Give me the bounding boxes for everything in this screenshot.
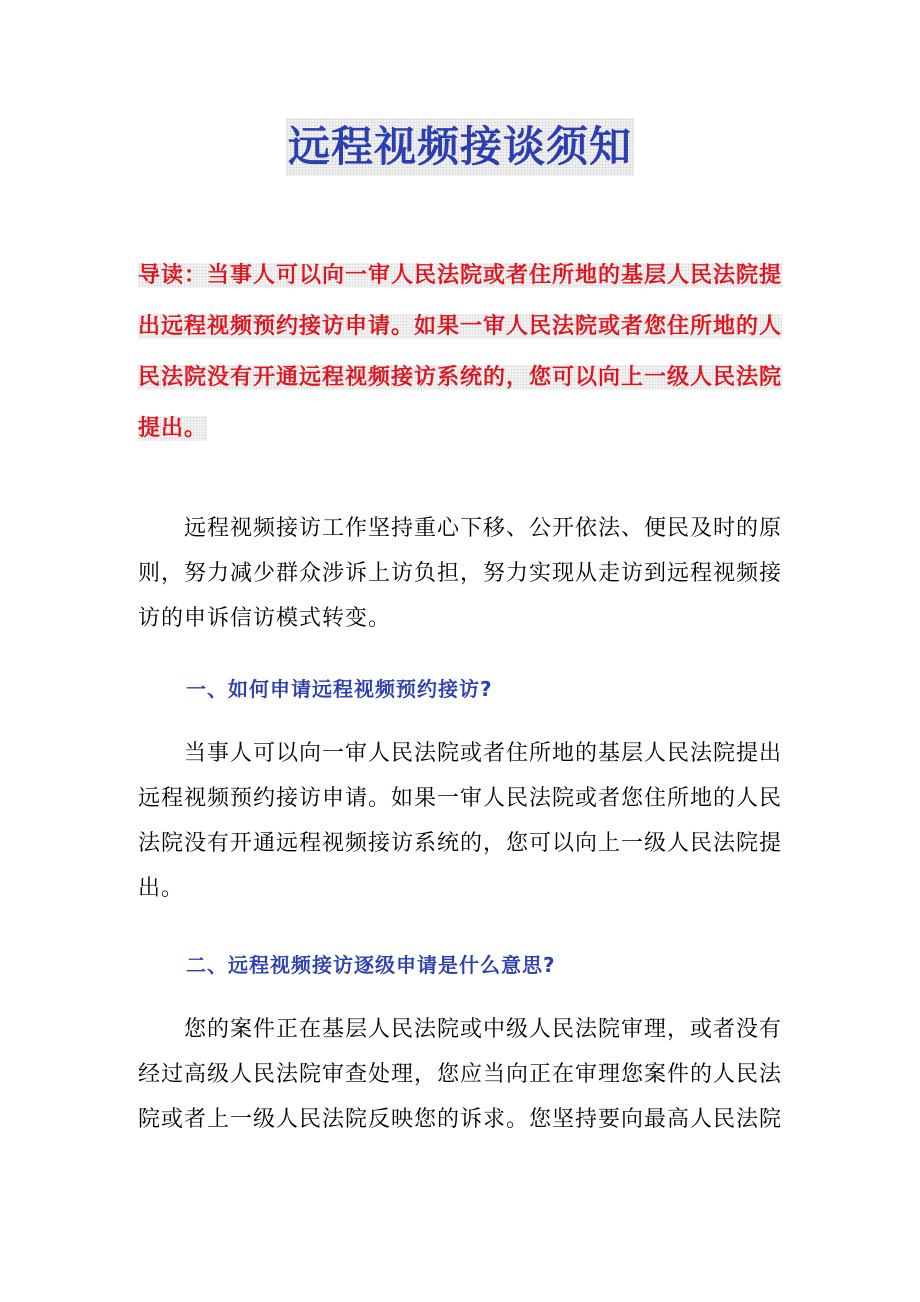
section-body-1: 当事人可以向一审人民法院或者住所地的基层人民法院提出远程视频预约接访申请。如果一审人民法院或者您住所地的人民法院没有开通远程视频接访系统的，您可以向上一级人民法院提出。 xyxy=(138,741,783,901)
title-block xyxy=(0,118,920,176)
lead-text: 导读：当事人可以向一审人民法院或者住所地的基层人民法院提出远程视频预约接访申请。如果一审人民法院或者您住所地的人民法院没有开通远程视频接访系统的，您可以向上一级人民法院提出。 xyxy=(138,263,783,441)
section-heading-1: 一、如何申请远程视频预约接访? xyxy=(186,677,493,701)
page-title: 远程视频接谈须知 xyxy=(286,118,634,176)
section-heading-2: 二、远程视频接访逐级申请是什么意思? xyxy=(186,953,556,977)
intro-paragraph: 远程视频接访工作坚持重心下移、公开依法、便民及时的原则，努力减少群众涉诉上访负担，努力实现从走访到远程视频接访的申诉信访模式转变。 xyxy=(138,516,783,631)
lead-summary xyxy=(138,250,788,454)
section-body-2: 您的案件正在基层人民法院或中级人民法院审理，或者没有经过高级人民法院审查处理，您应当向正在审理您案件的人民法院或者上一级人民法院反映您的诉求。您坚持要向最高人民法院 xyxy=(138,1017,783,1132)
